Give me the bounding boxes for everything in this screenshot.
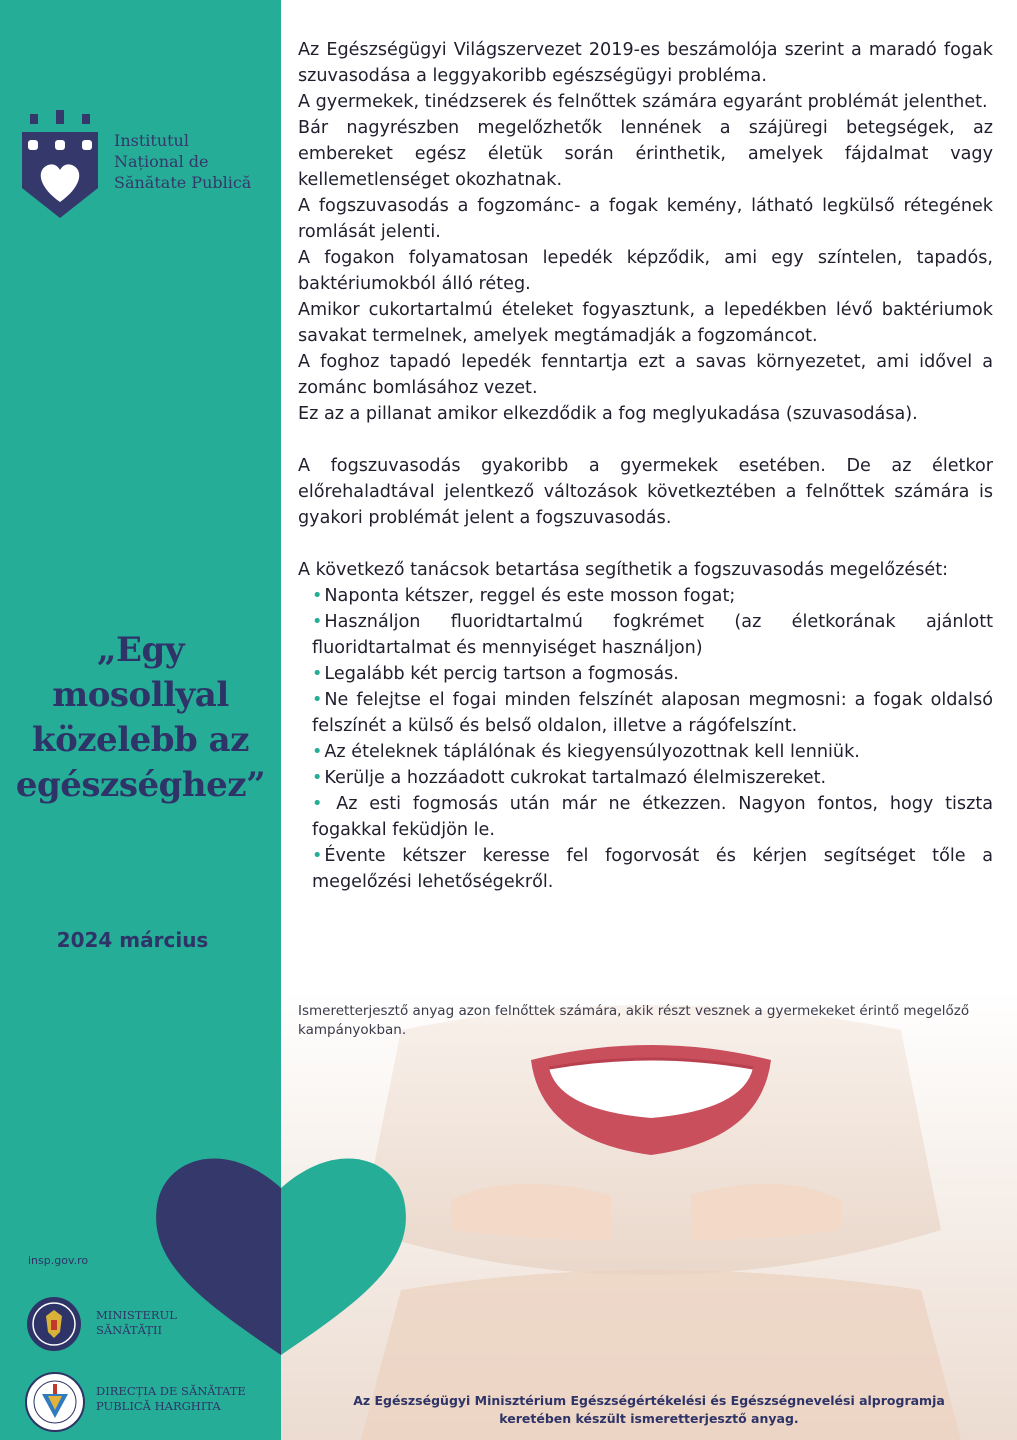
tip-text: Az esti fogmosás után már ne étkezzen. Nagyon fontos, hogy tiszta fogakkal feküdjön le. bbox=[312, 794, 993, 840]
heart-graphic bbox=[140, 1140, 430, 1360]
tip-item bbox=[298, 687, 993, 739]
tip-item bbox=[298, 843, 993, 895]
logo-line-3: Sănătate Publică bbox=[114, 173, 252, 192]
bullet-icon: • bbox=[312, 586, 323, 606]
tip-text: Ne felejtse el fogai minden felszínét alaposan megmosni: a fogak oldalsó felszínét a külső és belső oldalon, illetve a rágófelszínt. bbox=[312, 690, 993, 736]
footer-line-1: Az Egészségügyi Minisztérium Egészségértékelési és Egészségnevelési alprogramja bbox=[353, 1393, 945, 1408]
website-link[interactable]: insp.gov.ro bbox=[28, 1254, 89, 1267]
main-text bbox=[298, 37, 993, 895]
dsp-line-2: PUBLICĂ HARGHITA bbox=[96, 1399, 221, 1413]
government-seal-icon bbox=[24, 1296, 84, 1352]
tip-text: Legalább két percig tartson a fogmosás. bbox=[324, 664, 679, 684]
tip-text: Naponta kétszer, reggel és este mosson fogat; bbox=[324, 586, 736, 606]
tip-item bbox=[298, 609, 993, 661]
tip-text: Kerülje a hozzáadott cukrokat tartalmazó élelmiszereket. bbox=[324, 768, 827, 788]
insp-logo-text bbox=[114, 130, 251, 193]
logo-line-2: Național de bbox=[114, 152, 209, 171]
paragraph-6: Amikor cukortartalmú ételeket fogyasztunk, a lepedékben lévő baktériumok savakat termelnek, amelyek megtámadják a fogzománcot. bbox=[298, 300, 993, 346]
slogan-line-4: egészséghez” bbox=[15, 765, 266, 805]
tips-intro: A következő tanácsok betartása segíthetik a fogszuvasodás megelőzését: bbox=[298, 560, 949, 580]
audience-note: Ismeretterjesztő anyag azon felnőttek számára, akik részt vesznek a gyermekeket érintő megelőző kampányokban. bbox=[298, 1003, 970, 1038]
bullet-icon: • bbox=[312, 794, 323, 814]
dsp-line-1: DIRECȚIA DE SĂNĂTATE bbox=[96, 1384, 246, 1398]
slogan bbox=[0, 628, 281, 808]
tip-item bbox=[298, 739, 993, 765]
insp-logo-icon bbox=[20, 110, 100, 220]
tip-item bbox=[298, 583, 993, 609]
dsp-seal-icon bbox=[24, 1372, 86, 1432]
paragraph-5: A fogakon folyamatosan lepedék képződik, ami egy színtelen, tapadós, baktériumokból álló réteg. bbox=[298, 248, 993, 294]
bullet-icon: • bbox=[312, 768, 323, 788]
ministry-line-2: SĂNĂTĂȚII bbox=[96, 1323, 163, 1337]
tip-text: Használjon fluoridtartalmú fogkrémet (az életkorának ajánlott fluoridtartalmat és mennyiséget használjon) bbox=[312, 612, 993, 658]
tip-item bbox=[298, 791, 993, 843]
bullet-icon: • bbox=[312, 742, 323, 762]
tip-text: Évente kétszer keresse fel fogorvosát és kérjen segítséget tőle a megelőzési lehetőségekről. bbox=[312, 846, 993, 892]
footer-line-2: keretében készült ismeretterjesztő anyag. bbox=[499, 1411, 799, 1426]
bullet-icon: • bbox=[312, 846, 323, 866]
paragraph-2: A gyermekek, tinédzserek és felnőttek számára egyaránt problémát jelenthet. bbox=[298, 92, 988, 112]
paragraph-3: Bár nagyrészben megelőzhetők lennének a szájüregi betegségek, az embereket egész életük során érinthetik, amelyek fájdalmat vagy kellemetlenséget okozhatnak. bbox=[298, 118, 993, 190]
paragraph-4: A fogszuvasodás a fogzománc- a fogak kemény, látható legkülső rétegének romlását jelenti. bbox=[298, 196, 993, 242]
paragraph-7: A foghoz tapadó lepedék fenntartja ezt a savas környezetet, ami idővel a zománc bomlásához vezet. bbox=[298, 352, 993, 398]
paragraph-children: A fogszuvasodás gyakoribb a gyermekek esetében. De az életkor előrehaladtával jelentkező változások következtében a felnőttek számára is gyakori problémát jelent a fogszuvasodás. bbox=[298, 456, 993, 528]
paragraph-8: Ez az a pillanat amikor elkezdődik a fog meglyukadása (szuvasodása). bbox=[298, 404, 918, 424]
bullet-icon: • bbox=[312, 612, 323, 632]
bullet-icon: • bbox=[312, 690, 323, 710]
tip-item bbox=[298, 765, 993, 791]
insp-logo bbox=[20, 110, 280, 225]
ministry-line-1: MINISTERUL bbox=[96, 1308, 177, 1322]
tip-item bbox=[298, 661, 993, 687]
logo-line-1: Institutul bbox=[114, 131, 189, 150]
dsp-logo bbox=[24, 1372, 274, 1432]
slogan-line-1: „Egy bbox=[96, 630, 184, 670]
footer-note bbox=[281, 1392, 1017, 1428]
slogan-line-3: közelebb az bbox=[32, 720, 249, 760]
tip-text: Az ételeknek táplálónak és kiegyensúlyozottnak kell lenniük. bbox=[324, 742, 860, 762]
dsp-label bbox=[96, 1384, 246, 1414]
bullet-icon: • bbox=[312, 664, 323, 684]
campaign-date: 2024 március bbox=[56, 928, 209, 952]
slogan-line-2: mosollyal bbox=[52, 675, 229, 715]
heart-icon bbox=[140, 1140, 430, 1360]
paragraph-1: Az Egészségügyi Világszervezet 2019-es beszámolója szerint a maradó fogak szuvasodása a leggyakoribb egészségügyi probléma. bbox=[298, 40, 993, 86]
